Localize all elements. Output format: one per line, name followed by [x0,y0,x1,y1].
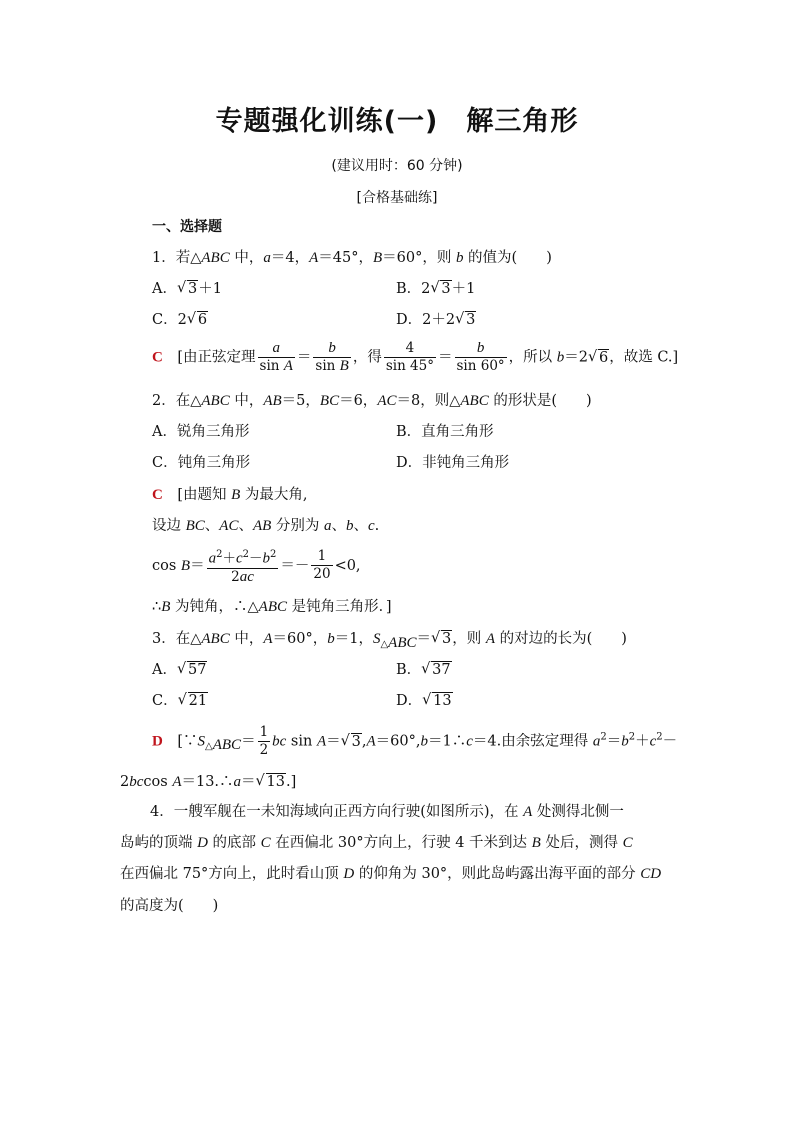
section-tag: [合格基础练] [356,190,438,206]
q2-explanation-3: cos B＝ $\frac{a^2+c^2-b^2}{2ac}$ ＝－ $\frac{1}{20}$ <0, [152,548,361,585]
q2-option-c: C．钝角三角形 [152,455,251,471]
q1-option-b: B．2√ 3＋1 [396,279,475,299]
page-title: 专题强化训练(一) 解三角形 [215,106,579,137]
q2-explanation-4: ∴B 为钝角，∴△ABC 是钝角三角形．] [152,599,392,615]
q2-answer: C [152,487,163,503]
q3-explanation-1: D [$\because S_{\triangle ABC}=$ $\frac{1}{2}$ bc sin A＝√ 3,A＝60°,b＝1∴c＝4.由余弦定理得 $a^2=b^2+c^2-$ [152,724,677,759]
q3-option-b: B．√ 37 [396,660,452,680]
q1-option-c: C．2√ 6 [152,310,208,330]
section-heading: 一、选择题 [152,219,222,235]
q1-option-d: D．2＋2√ 3 [396,310,476,330]
q3-option-a: A．√ 57 [152,660,207,680]
q4-line-4: 的高度为( ) [120,898,219,914]
q2-explanation-2: 设边 BC、AC、AB 分别为 a、b、c. [152,518,380,534]
q3-explanation-2: 2bccos A＝13.∴a＝√ 13.] [120,772,296,792]
q2-stem: 2．在△ABC 中，AB＝5，BC＝6，AC＝8，则△ABC 的形状是( ) [152,393,592,409]
q3-stem: 3．在△ABC 中，A＝60°，b＝1，$S_{\triangle ABC}=√$ 3，则 A 的对边的长为( ) [152,629,627,655]
q3-answer: D [152,733,163,750]
time-note: (建议用时：60 分钟) [331,158,463,174]
q1-option-a: A．√ 3＋1 [152,279,222,299]
q2-option-a: A．锐角三角形 [152,424,250,440]
q1-stem: 1．若△ABC 中，a＝4，A＝45°，B＝60°，则 b 的值为( ) [152,250,552,266]
q2-option-b: B．直角三角形 [396,424,494,440]
q1-answer: C [152,349,163,366]
q1-explanation: C [由正弦定理 $\frac{a}{\text{sin A}}$ ＝ $\frac{b}{\text{sin B}}$ ，得 $\frac{4}{\sin 45^\circ}$ ＝ $\frac{b}{\sin 60^\circ}$ ，所以 b＝2√ 6，故选 C.] [152,340,678,375]
q2-explanation-1: C [由题知 B 为最大角, [152,487,308,503]
q4-line-1: 4．一艘军舰在一未知海域向正西方向行驶(如图所示)，在 A 处测得北侧一 [150,804,624,820]
q4-line-3: 在西偏北 75°方向上，此时看山顶 D 的仰角为 30°，则此岛屿露出海平面的部分 CD [120,866,662,882]
q2-option-d: D．非钝角三角形 [396,455,510,471]
q4-line-2: 岛屿的顶端 D 的底部 C 在西偏北 30°方向上，行驶 4 千米到达 B 处后，测得 C [120,835,633,851]
q3-option-d: D．√ 13 [396,691,453,711]
q3-option-c: C．√ 21 [152,691,208,711]
